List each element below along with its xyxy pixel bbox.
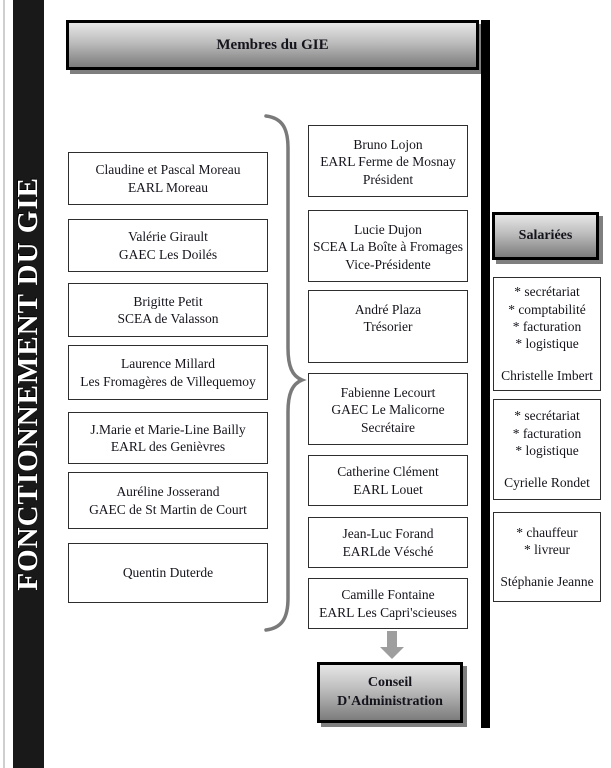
member-name: Valérie Girault (128, 229, 208, 245)
member-name: Claudine et Pascal Moreau (95, 162, 241, 178)
page-edge-line (3, 0, 5, 768)
member-org: Les Fromagères de Villequemoy (80, 373, 256, 389)
sidebar-banner (13, 0, 44, 768)
officer-name: Lucie Dujon (354, 222, 422, 237)
member-org: EARL Moreau (127, 179, 209, 195)
member-org: SCEA de Valasson (117, 311, 219, 326)
officer-name: Catherine Clément (337, 464, 439, 480)
employee-task: * livreur (523, 541, 571, 557)
down-arrow-icon (380, 631, 404, 659)
members-header-box (66, 20, 479, 70)
salaried-header-box (492, 212, 599, 260)
officer-name: Bruno Lojon (353, 137, 423, 152)
employee-box-jeanne (493, 512, 601, 602)
employee-task: * secrétariat (514, 408, 580, 424)
employee-task: * secrétariat (514, 284, 580, 300)
officer-name: Camille Fontaine (341, 587, 435, 603)
employee-box-rondet (493, 399, 601, 500)
member-name: Laurence Millard (120, 356, 216, 372)
member-box-petit (68, 283, 268, 337)
member-box-moreau (68, 152, 268, 205)
officer-box-fontaine (308, 578, 468, 629)
employee-task: * chauffeur (516, 524, 578, 540)
officer-box-lecourt (308, 373, 468, 445)
member-org: GAEC de St Martin de Court (89, 501, 247, 517)
salaried-header-label: Salariées (518, 228, 573, 243)
member-name: Brigitte Petit (133, 293, 203, 309)
member-box-duterde (68, 543, 268, 603)
member-name: J.Marie et Marie-Line Bailly (90, 421, 246, 437)
officer-name: Fabienne Lecourt (340, 385, 436, 400)
board-label-line2: D'Administration (337, 693, 443, 709)
member-box-josserand (68, 472, 268, 529)
officer-org: EARL Ferme de Mosnay (320, 154, 456, 170)
officer-org: GAEC Le Malicorne (331, 402, 445, 418)
employee-task: * logistique (515, 443, 579, 458)
member-org: EARL des Genièvres (110, 439, 226, 454)
member-name: Quentin Duterde (122, 565, 214, 581)
employee-task: * facturation (512, 425, 582, 441)
officer-role: Président (362, 171, 414, 187)
board-box (317, 662, 463, 723)
officer-name: André Plaza (354, 302, 422, 317)
officer-box-dujon (308, 210, 468, 282)
vertical-divider-line (481, 20, 490, 728)
member-box-millard (68, 345, 268, 400)
employee-task: * facturation (512, 318, 582, 334)
officer-name: Jean-Luc Forand (342, 526, 434, 542)
officer-role: Vice-Présidente (345, 256, 431, 272)
curly-brace (258, 108, 308, 638)
officer-org: EARL Louet (353, 481, 423, 497)
officer-box-plaza (308, 290, 468, 363)
member-name: Auréline Josserand (116, 484, 220, 500)
officer-org: EARL Les Capri'scieuses (319, 604, 457, 620)
member-box-bailly (68, 412, 268, 464)
employee-task: * comptabilité (508, 301, 586, 317)
officer-box-lojon (308, 125, 468, 197)
employee-name: Christelle Imbert (501, 368, 593, 384)
member-box-girault (68, 219, 268, 272)
officer-org: EARLde Vésché (342, 543, 434, 559)
officer-box-forand (308, 517, 468, 568)
officer-box-clement (308, 455, 468, 506)
officer-org: SCEA La Boîte à Fromages (313, 239, 463, 255)
member-org: GAEC Les Doilés (118, 246, 218, 262)
employee-task: * logistique (515, 336, 579, 352)
employee-box-imbert (493, 277, 601, 391)
members-header-label: Membres du GIE (216, 36, 329, 53)
employee-name: Cyrielle Rondet (504, 475, 590, 491)
sidebar-title: FONCTIONNEMENT DU GIE (12, 177, 44, 591)
employee-name: Stéphanie Jeanne (500, 574, 594, 590)
officer-role: Trésorier (363, 319, 413, 335)
board-label-line1: Conseil (367, 675, 413, 691)
officer-role: Secrétaire (361, 419, 415, 435)
